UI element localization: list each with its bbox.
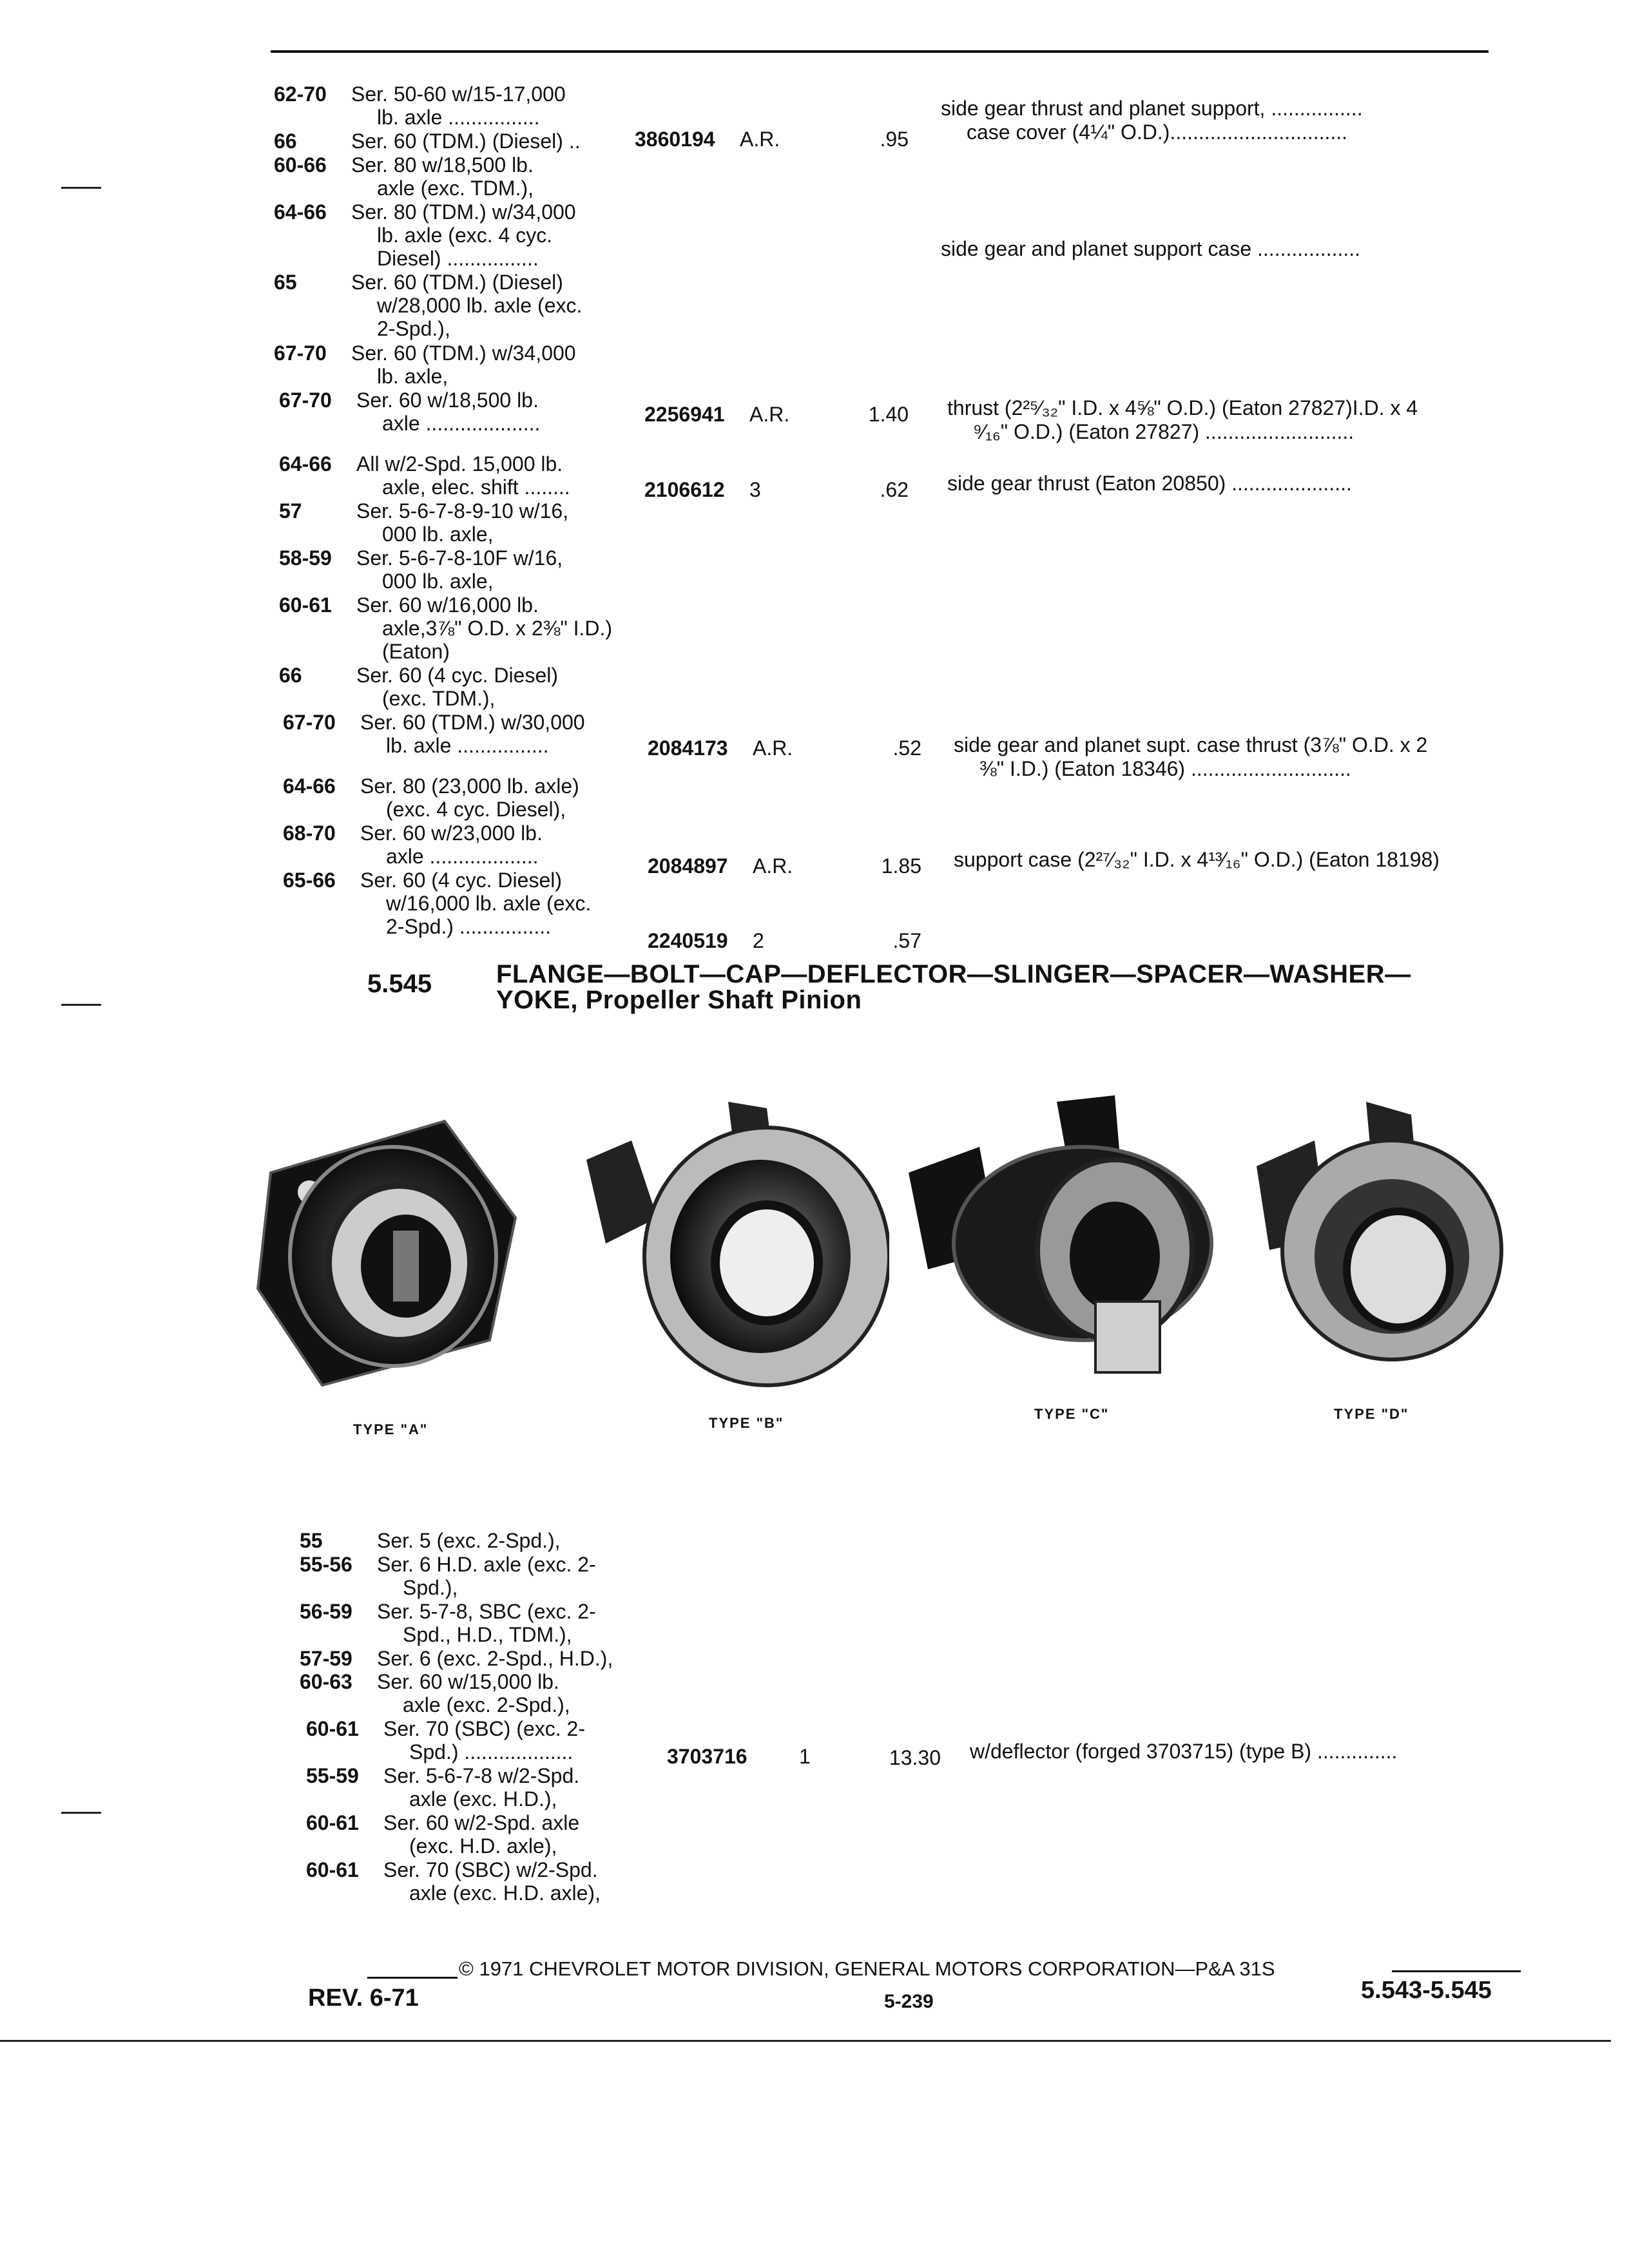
- application-line: Ser. 70 (SBC) (exc. 2-: [383, 1717, 585, 1740]
- model-years: 57: [279, 499, 302, 523]
- application-line: Ser. 5-6-7-8-10F w/16,: [356, 546, 563, 570]
- application-line: Ser. 70 (SBC) w/2-Spd.: [383, 1858, 598, 1881]
- part-description-line: side gear and planet supt. case thrust (3⅞" O.D. x 2: [954, 733, 1428, 756]
- part-description-line: side gear thrust (Eaton 20850) .....................: [947, 472, 1352, 495]
- margin-tick: [61, 187, 101, 189]
- application-line: (exc. TDM.),: [382, 687, 496, 710]
- application-line: 000 lb. axle,: [382, 522, 494, 546]
- model-years: 58-59: [279, 546, 332, 570]
- application-line: Ser. 60 w/2-Spd. axle: [383, 1811, 580, 1834]
- model-years: 60-66: [274, 153, 327, 177]
- application-line: Ser. 6 (exc. 2-Spd., H.D.),: [377, 1646, 613, 1670]
- application-line: axle ...................: [386, 845, 539, 868]
- part-price: 1.85: [881, 854, 921, 878]
- footer-revision: REV. 6-71: [308, 1984, 419, 2012]
- model-years: 55-56: [300, 1552, 352, 1576]
- application-line: Ser. 60 (TDM.) (Diesel): [351, 271, 563, 294]
- part-number: 2084173: [648, 736, 728, 760]
- flange-yoke-type-b-image: [580, 1089, 889, 1392]
- part-description-line: case cover (4¼" O.D.)...............................: [967, 120, 1348, 144]
- application-line: Ser. 80 (TDM.) w/34,000: [351, 200, 576, 224]
- application-line: 000 lb. axle,: [382, 569, 494, 593]
- part-quantity: 2: [753, 929, 764, 952]
- application-line: Ser. 60 (TDM.) w/30,000: [360, 711, 585, 734]
- application-line: (exc. 4 cyc. Diesel),: [386, 798, 566, 821]
- application-line: axle, elec. shift ........: [382, 475, 570, 499]
- model-years: 66: [274, 130, 297, 153]
- part-description-line: ⁹⁄₁₆" O.D.) (Eaton 27827) ..........................: [973, 420, 1354, 443]
- flange-yoke-type-c-image: [902, 1082, 1237, 1392]
- footer-section-range: 5.543-5.545: [1361, 1977, 1492, 2004]
- application-line: Ser. 80 w/18,500 lb.: [351, 153, 534, 177]
- application-line: Ser. 60 w/16,000 lb.: [356, 593, 539, 617]
- type-b-caption: TYPE "B": [709, 1415, 784, 1431]
- application-line: 2-Spd.) ................: [386, 915, 552, 938]
- part-number: 2084897: [648, 854, 728, 878]
- model-years: 67-70: [279, 388, 332, 412]
- model-years: 68-70: [283, 822, 336, 845]
- type-d-caption: TYPE "D": [1334, 1406, 1409, 1422]
- model-years: 60-61: [306, 1717, 359, 1740]
- part-quantity: A.R.: [753, 854, 793, 878]
- model-years: 55: [300, 1529, 323, 1552]
- part-number: 2256941: [644, 403, 725, 426]
- application-line: axle (exc. H.D.),: [409, 1787, 557, 1811]
- footer-rule-left: [367, 1977, 458, 1979]
- application-line: axle (exc. TDM.),: [377, 176, 534, 200]
- margin-tick: [61, 1812, 101, 1814]
- part-quantity: A.R.: [749, 403, 790, 426]
- model-years: 64-66: [274, 200, 327, 224]
- model-years: 62-70: [274, 82, 327, 106]
- part-description-line: side gear thrust and planet support, ................: [941, 97, 1363, 120]
- part-price: .95: [880, 128, 909, 151]
- model-years: 65: [274, 271, 297, 294]
- application-line: Ser. 60 w/23,000 lb.: [360, 822, 543, 845]
- application-line: lb. axle (exc. 4 cyc.: [377, 223, 553, 247]
- application-line: Ser. 6 H.D. axle (exc. 2-: [377, 1552, 596, 1576]
- application-line: Ser. 60 w/18,500 lb.: [356, 388, 539, 412]
- section-title: [496, 961, 1411, 1013]
- model-years: 60-63: [300, 1670, 352, 1693]
- application-line: All w/2-Spd. 15,000 lb.: [356, 452, 563, 476]
- application-line: Ser. 5-6-7-8 w/2-Spd.: [383, 1764, 580, 1787]
- part-number: 2106612: [644, 478, 725, 501]
- application-line: lb. axle,: [377, 364, 448, 388]
- bottom-rule: [0, 2040, 1611, 2042]
- part-description: w/deflector (forged 3703715) (type B) ..............: [970, 1740, 1398, 1763]
- part-quantity: 1: [799, 1745, 811, 1768]
- model-years: 55-59: [306, 1764, 359, 1787]
- section-title-line1: FLANGE—BOLT—CAP—DEFLECTOR—SLINGER—SPACER—WASHER—: [496, 960, 1411, 988]
- application-line: axle (exc. H.D. axle),: [409, 1881, 601, 1905]
- section-number: 5.545: [367, 970, 432, 998]
- part-description-line: thrust (2²⁵⁄₃₂" I.D. x 4⅝" O.D.) (Eaton 27827)I.D. x 4: [947, 396, 1418, 419]
- footer-copyright: © 1971 CHEVROLET MOTOR DIVISION, GENERAL MOTORS CORPORATION—P&A 31S: [459, 1957, 1275, 1980]
- application-line: Ser. 60 w/15,000 lb.: [377, 1670, 559, 1693]
- model-years: 66: [279, 664, 302, 687]
- model-years: 64-66: [279, 452, 332, 476]
- part-price: .62: [880, 478, 909, 501]
- application-line: Ser. 60 (TDM.) (Diesel) ..: [351, 130, 581, 153]
- part-description-line: support case (2²⁷⁄₃₂" I.D. x 4¹³⁄₁₆" O.D.) (Eaton 18198): [954, 848, 1440, 871]
- part-price: 13.30: [889, 1746, 941, 1769]
- footer-rule-right: [1392, 1970, 1521, 1972]
- application-line: w/16,000 lb. axle (exc.: [386, 892, 592, 915]
- application-line: lb. axle ................: [386, 734, 549, 757]
- application-line: (exc. H.D. axle),: [409, 1834, 557, 1858]
- part-quantity: A.R.: [740, 128, 780, 151]
- part-price: 1.40: [868, 403, 909, 426]
- model-years: 67-70: [274, 341, 327, 365]
- application-line: Spd.) ...................: [409, 1740, 574, 1763]
- part-number: 3703716: [667, 1745, 747, 1768]
- application-line: Spd.),: [403, 1575, 458, 1599]
- top-rule: [271, 50, 1489, 53]
- model-years: 57-59: [300, 1646, 352, 1670]
- part-quantity: 3: [749, 478, 761, 501]
- model-years: 60-61: [279, 593, 332, 617]
- application-line: Ser. 5-6-7-8-9-10 w/16,: [356, 499, 569, 523]
- model-years: 60-61: [306, 1811, 359, 1834]
- model-years: 64-66: [283, 774, 336, 798]
- application-line: Ser. 5 (exc. 2-Spd.),: [377, 1529, 561, 1552]
- application-line: Diesel) ................: [377, 246, 539, 270]
- model-years: 56-59: [300, 1599, 352, 1623]
- model-years: 67-70: [283, 711, 336, 734]
- part-description-line: ⅜" I.D.) (Eaton 18346) ............................: [979, 757, 1351, 780]
- part-number: 2240519: [648, 929, 728, 952]
- part-price: .52: [892, 736, 921, 760]
- application-line: Spd., H.D., TDM.),: [403, 1622, 572, 1646]
- application-line: Ser. 5-7-8, SBC (exc. 2-: [377, 1599, 596, 1623]
- flange-yoke-type-a-image: [232, 1095, 541, 1398]
- application-line: Ser. 60 (4 cyc. Diesel): [360, 869, 562, 892]
- application-line: Ser. 60 (4 cyc. Diesel): [356, 664, 558, 687]
- application-line: Ser. 80 (23,000 lb. axle): [360, 774, 579, 798]
- model-years: 60-61: [306, 1858, 359, 1881]
- part-quantity: A.R.: [753, 736, 793, 760]
- model-years: 65-66: [283, 869, 336, 892]
- application-line: Ser. 60 (TDM.) w/34,000: [351, 341, 576, 365]
- application-line: (Eaton): [382, 639, 450, 663]
- flange-yoke-type-d-image: [1244, 1089, 1514, 1392]
- footer-page-number: 5-239: [884, 1991, 934, 2012]
- section-title-line2: YOKE, Propeller Shaft Pinion: [496, 986, 862, 1014]
- margin-tick: [61, 1004, 101, 1006]
- type-c-caption: TYPE "C": [1034, 1406, 1110, 1422]
- application-line: lb. axle ................: [377, 106, 540, 129]
- application-line: 2-Spd.),: [377, 317, 450, 340]
- part-price: .57: [892, 929, 921, 952]
- application-line: axle,3⅞" O.D. x 2⅜" I.D.): [382, 616, 613, 640]
- type-a-caption: TYPE "A": [353, 1421, 429, 1437]
- application-line: axle (exc. 2-Spd.),: [403, 1693, 570, 1716]
- application-line: w/28,000 lb. axle (exc.: [377, 294, 583, 317]
- part-description-line: side gear and planet support case ..................: [941, 237, 1361, 260]
- part-number: 3860194: [635, 128, 715, 151]
- application-line: axle ....................: [382, 411, 541, 435]
- application-line: Ser. 50-60 w/15-17,000: [351, 82, 566, 106]
